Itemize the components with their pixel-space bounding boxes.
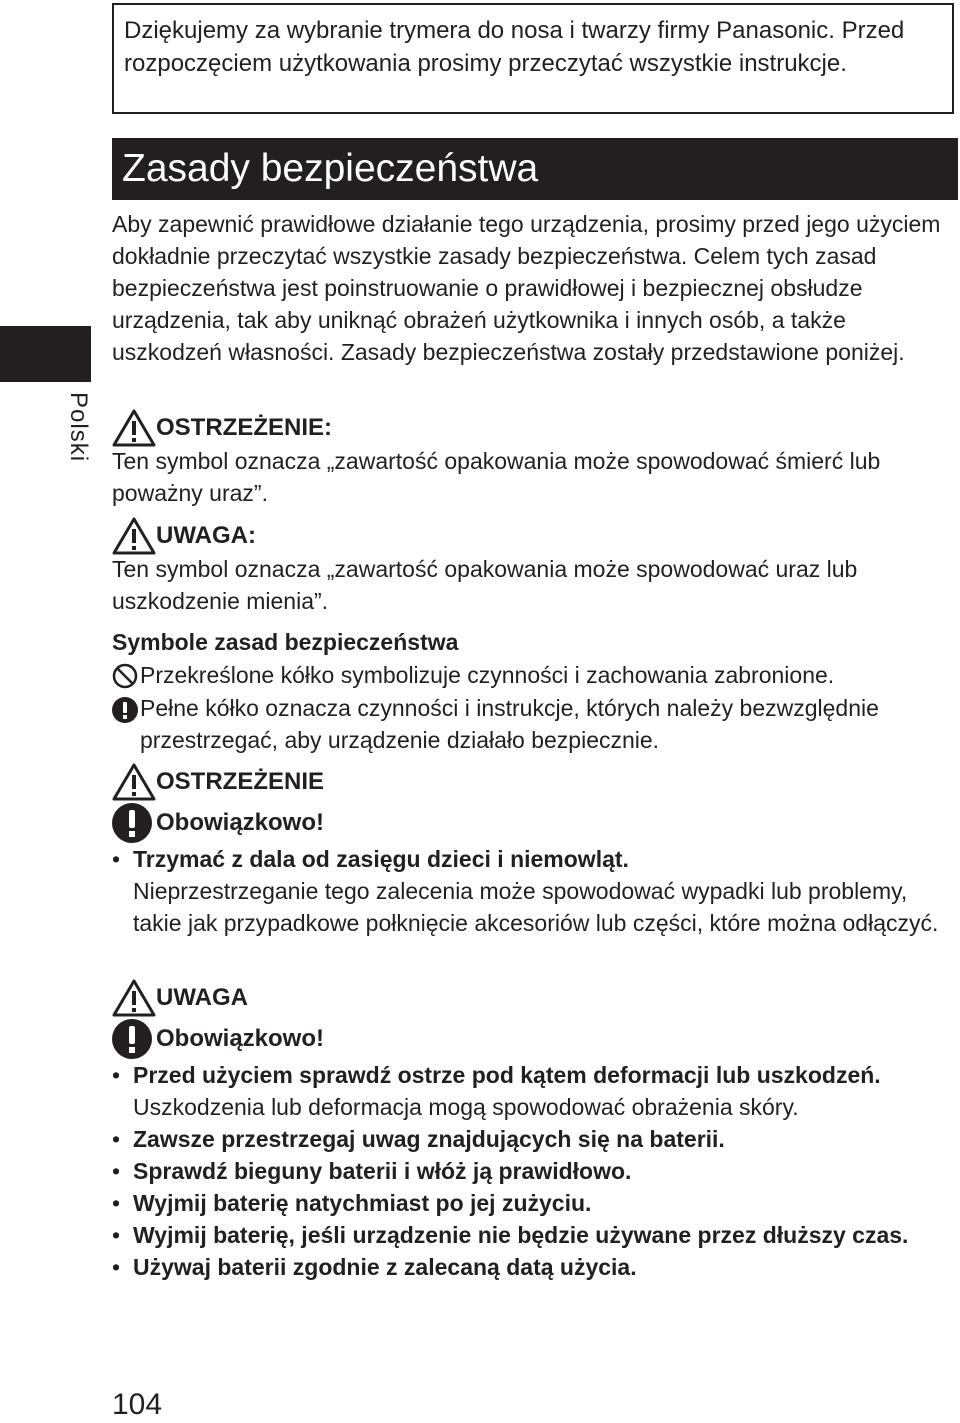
- intro-box: Dziękujemy za wybranie trymera do nosa i twarzy firmy Panasonic. Przed rozpoczęciem użytkowania prosimy przeczytać wszystkie instrukcje.: [112, 3, 954, 114]
- warning-mandatory-label: Obowiązkowo!: [156, 809, 324, 836]
- list-item: [112, 1059, 952, 1123]
- warning-triangle-icon: [112, 763, 156, 801]
- section-title: Zasady bezpieczeństwa: [112, 138, 958, 200]
- bullet: •: [112, 1126, 121, 1152]
- warning-triangle-icon: [112, 409, 156, 447]
- item-body: Uszkodzenia lub deformacja mogą spowodować obrażenia skóry.: [133, 1094, 799, 1120]
- language-label: Polski: [65, 392, 92, 463]
- caution-mandatory-heading: [112, 1019, 324, 1059]
- caution-legend-label: UWAGA:: [156, 522, 256, 549]
- bullet: •: [112, 1222, 121, 1248]
- caution-legend-heading: [112, 517, 256, 555]
- warning-triangle-icon: [112, 517, 156, 555]
- prohibited-text: Przekreślone kółko symbolizuje czynności i zachowania zabronione.: [140, 662, 835, 688]
- list-item: [112, 843, 952, 973]
- mandatory-circle-icon: [112, 697, 138, 723]
- caution-mandatory-label: Obowiązkowo!: [156, 1025, 324, 1052]
- caution-section-label: UWAGA: [156, 984, 248, 1011]
- item-title: Trzymać z dala od zasięgu dzieci i niemowląt.: [133, 846, 629, 872]
- warning-section-label: OSTRZEŻENIE: [156, 768, 325, 795]
- bullet: •: [112, 1254, 121, 1280]
- warning-legend-text: Ten symbol oznacza „zawartość opakowania może spowodować śmierć lub poważny uraz”.: [112, 448, 881, 506]
- intro-paragraph: Aby zapewnić prawidłowe działanie tego urządzenia, prosimy przed jego użyciem dokładnie przeczytać wszystkie zasady bezpieczeństwa. Celem tych zasad bezpieczeństwa jest poinstruowanie o prawidłowej i bezpiecznej obsłudze urządzenia, tak aby uniknąć obrażeń użytkownika i innych osób, a także uszkodzeń własności. Zasady bezpieczeństwa zostały przedstawione poniżej.: [112, 211, 941, 365]
- mandatory-text: Pełne kółko oznacza czynności i instrukcje, których należy bezwzględnie przestrzegać, aby urządzenie działało bezpiecznie.: [140, 695, 879, 753]
- prohibited-circle-icon: [112, 663, 138, 689]
- warning-legend-label: OSTRZEŻENIE:: [156, 414, 333, 441]
- symbols-heading: Symbole zasad bezpieczeństwa: [112, 629, 459, 655]
- item-title: Wyjmij baterię, jeśli urządzenie nie będzie używane przez dłuższy czas.: [133, 1222, 909, 1248]
- list-item: [112, 1219, 952, 1251]
- item-body: Nieprzestrzeganie tego zalecenia może spowodować wypadki lub problemy, takie jak przypadkowe połknięcie akcesoriów lub części, które można odłączyć.: [133, 878, 939, 936]
- page-number: 104: [112, 1388, 163, 1421]
- prohibited-row: [112, 662, 834, 689]
- item-title: Zawsze przestrzegaj uwag znajdujących się na baterii.: [133, 1126, 725, 1152]
- mandatory-circle-icon: [112, 803, 152, 843]
- list-item: [112, 1187, 952, 1219]
- warning-section-heading: [112, 763, 324, 801]
- bullet: •: [112, 1158, 121, 1184]
- item-title: Wyjmij baterię natychmiast po jej zużyciu.: [133, 1190, 592, 1216]
- list-item: [112, 1251, 952, 1283]
- item-title: Sprawdź bieguny baterii i włóż ją prawidłowo.: [133, 1158, 632, 1184]
- list-item: [112, 1155, 952, 1187]
- bullet: •: [112, 1190, 121, 1216]
- warning-legend-heading: [112, 409, 332, 447]
- item-title: Używaj baterii zgodnie z zalecaną datą użycia.: [133, 1254, 637, 1280]
- language-tab-marker: [0, 326, 91, 382]
- caution-legend-text: Ten symbol oznacza „zawartość opakowania może spowodować uraz lub uszkodzenie mienia”.: [112, 556, 858, 614]
- list-item: [112, 1123, 952, 1155]
- bullet: •: [112, 846, 121, 872]
- warning-mandatory-heading: [112, 803, 324, 843]
- item-title: Przed użyciem sprawdź ostrze pod kątem deformacji lub uszkodzeń.: [133, 1062, 881, 1088]
- caution-section-heading: [112, 979, 248, 1017]
- bullet: •: [112, 1062, 121, 1088]
- warning-triangle-icon: [112, 979, 156, 1017]
- mandatory-circle-icon: [112, 1019, 152, 1059]
